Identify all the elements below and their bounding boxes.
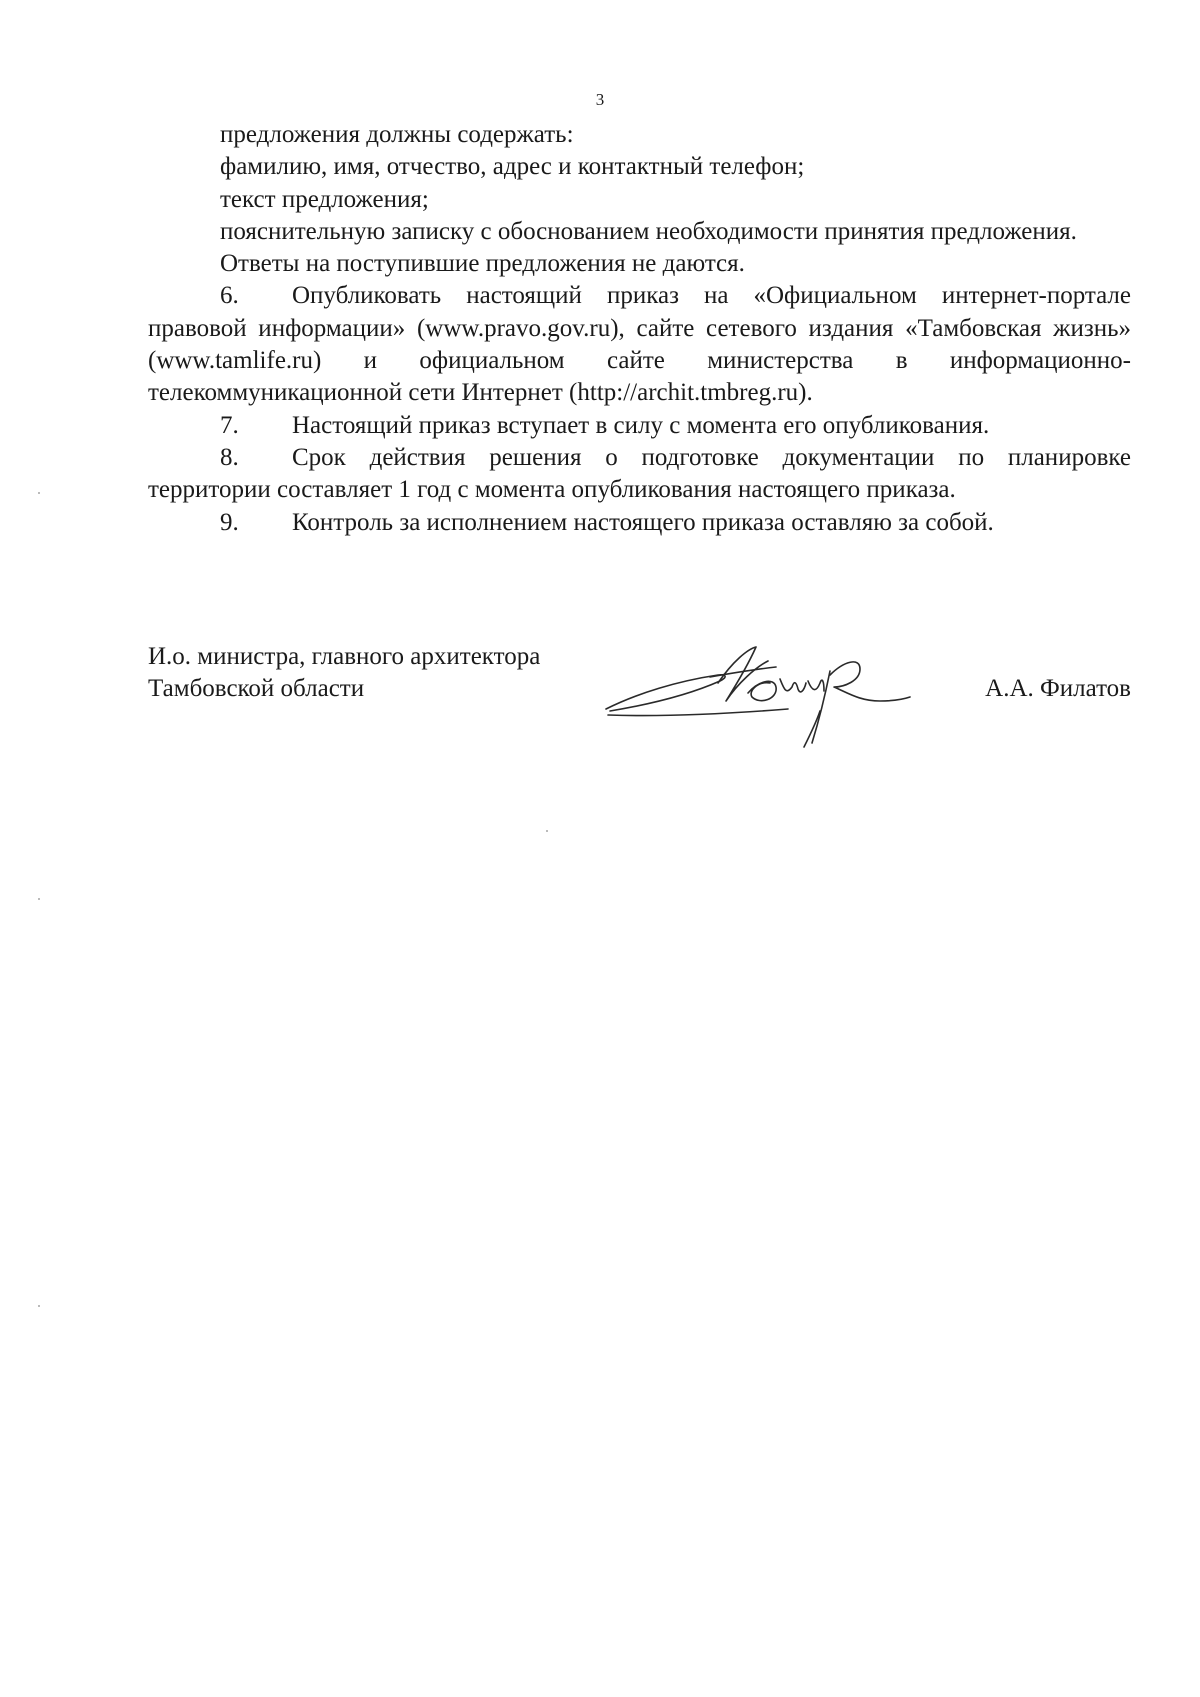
- page-number: 3: [595, 90, 605, 109]
- scan-speck: [546, 830, 548, 832]
- item-text: Контроль за исполнением настоящего приказа оставляю за собой.: [292, 508, 994, 536]
- numbered-item-9: [148, 507, 1131, 539]
- signatory-title-line: Тамбовской области: [148, 675, 365, 702]
- numbered-item-7: [148, 410, 1131, 442]
- item-text: Настоящий приказ вступает в силу с момента его опубликования.: [292, 411, 990, 439]
- scan-speck: [38, 898, 40, 900]
- paragraph: предложения должны содержать:: [220, 121, 574, 148]
- paragraph: фамилию, имя, отчество, адрес и контактный телефон;: [220, 153, 805, 181]
- signatory-title-line: И.о. министра, главного архитектора: [148, 643, 541, 670]
- item-number: 6.: [220, 282, 239, 310]
- signatory-name: А.А. Филатов: [985, 675, 1131, 702]
- item-number: 8.: [220, 443, 239, 471]
- item-text: Опубликовать настоящий приказ на «Официальном интернет-портале правовой информации» (www.pravo.gov.ru), сайте сетевого издания «Тамбовская жизнь» (www.tamlife.ru) и официальном сайте министерства в информационно-телекоммуникационной сети Интернет (http://archit.tmbreg.ru).: [148, 282, 1131, 407]
- item-text: Срок действия решения о подготовке документации по планировке территории составляет 1 год с момента опубликования настоящего приказа.: [148, 443, 1131, 504]
- scan-speck: [38, 1305, 40, 1307]
- signature-block: [148, 641, 1131, 751]
- paragraph: пояснительную записку с обоснованием необходимости принятия предложения.: [220, 217, 1077, 245]
- handwritten-signature-icon: [598, 631, 918, 751]
- item-number: 9.: [220, 508, 239, 536]
- numbered-item-8: [148, 442, 1131, 507]
- paragraph: текст предложения;: [220, 185, 429, 213]
- numbered-item-6: [148, 280, 1131, 409]
- scan-speck: [38, 492, 40, 494]
- item-number: 7.: [220, 411, 239, 439]
- document-body: [148, 119, 1131, 539]
- paragraph: Ответы на поступившие предложения не даются.: [220, 250, 745, 278]
- signatory-title: [148, 641, 540, 705]
